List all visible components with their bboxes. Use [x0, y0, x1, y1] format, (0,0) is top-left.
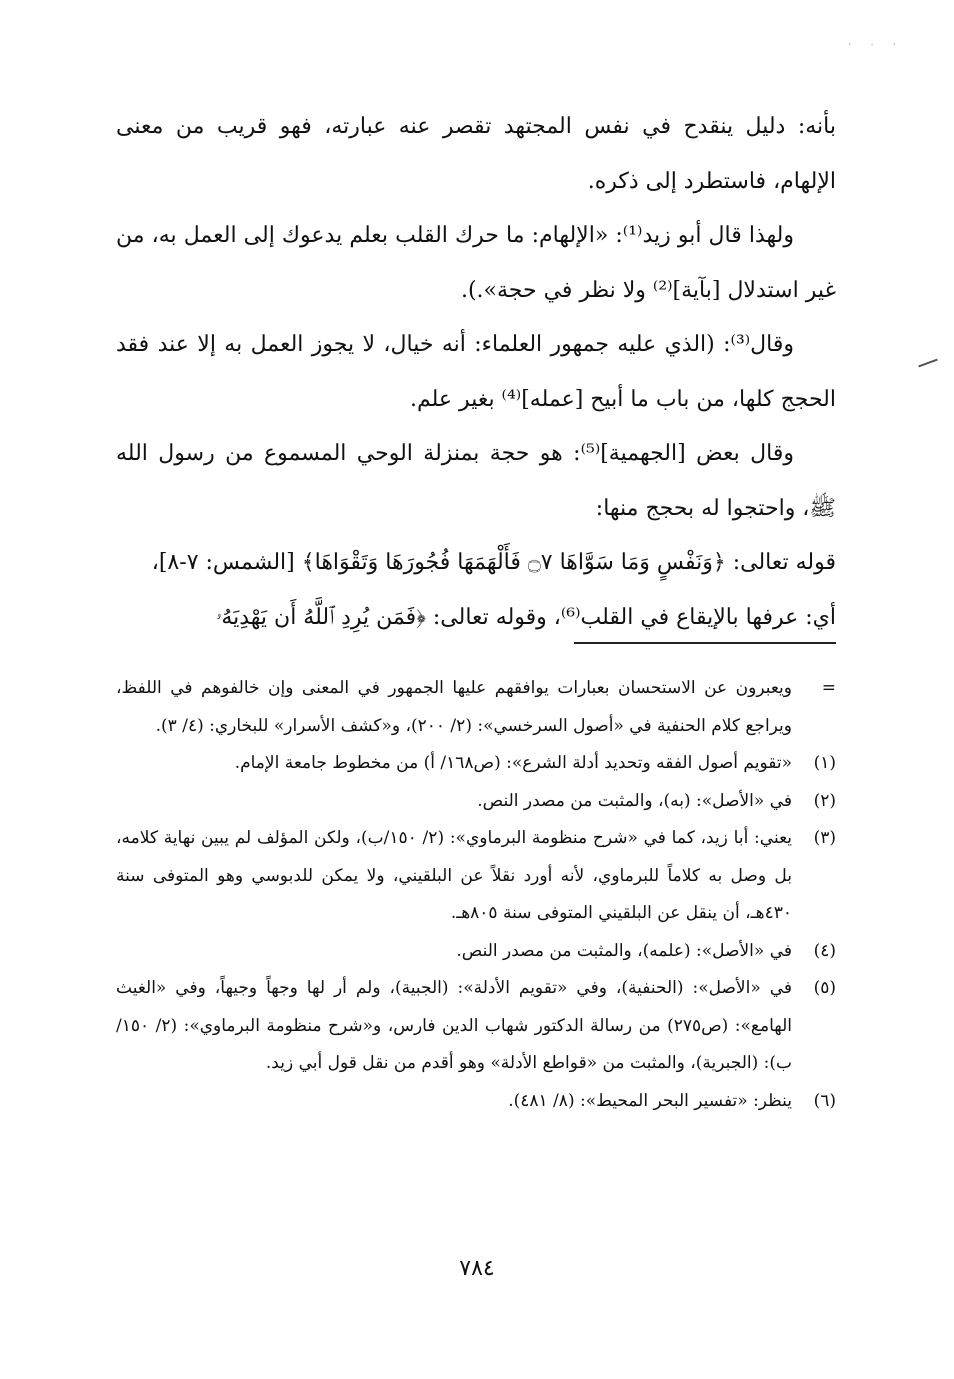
verse-intro: قوله تعالى:: [725, 550, 836, 575]
quran-verse: ﴿وَنَفْسٍ وَمَا سَوَّاهَا ۝٧ فَأَلْهَمَهَا فُجُورَهَا وَتَقْوَاهَا﴾: [301, 550, 726, 575]
footnote-text: ينظر: «تفسير البحر المحيط»: (٨/ ٤٨١).: [508, 1090, 792, 1111]
footnote-number: (١): [813, 753, 836, 773]
verse-paragraph: [116, 536, 836, 591]
footnote-divider: [574, 642, 836, 644]
paragraph: وقال بعض [الجهمية]⁽⁵⁾: هو حجة بمنزلة الوحي المسموع من رسول الله ﷺ، واحتجوا له بحجج منها:: [116, 441, 836, 521]
footnote-text: في «الأصل»: (الحنفية)، وفي «تقويم الأدلة»: (الجبية)، ولم أر لها وجهاً وجيهاً، وفي «الغيث الهامع»: (ص٢٧٥) من رسالة الدكتور شهاب الدين فارس، و«شرح منظومة البرماوي»: (٢/ ١٥٠/ب): (الجبرية)، والمثبت من «قواطع الأدلة» وهو أقدم من نقل قول أبي زيد.: [116, 978, 792, 1073]
footnote: [116, 933, 836, 971]
footnote: [116, 820, 836, 933]
margin-pen-mark: [918, 359, 937, 368]
footnote-text: في «الأصل»: (به)، والمثبت من مصدر النص.: [477, 790, 792, 811]
footnote-number: =: [821, 678, 836, 698]
footnote: [116, 1083, 836, 1121]
footnote-number: (٥): [813, 978, 836, 998]
footnote-number: (٤): [813, 940, 836, 961]
scan-specks: · · ·: [848, 40, 904, 51]
paragraph: وقال⁽³⁾: (الذي عليه جمهور العلماء: أنه خيال، لا يجوز العمل به إلا عند فقد الحجج كلها، من باب ما أبيح [عمله]⁽⁴⁾ بغير علم.: [116, 332, 836, 412]
closing-paragraph: [116, 591, 836, 646]
page-number: ٧٨٤: [459, 1256, 495, 1281]
quran-verse-continued: ﴿فَمَن يُرِدِ ٱللَّهُ أَن يَهْدِيَهُۥ: [215, 604, 426, 630]
paragraph: ولهذا قال أبو زيد⁽¹⁾: «الإلهام: ما حرك القلب بعلم يدعوك إلى العمل به، من غير استدلال [بآية]⁽²⁾ ولا نظر في حجة».).: [116, 223, 836, 303]
footnote-text: يعني: أبا زيد، كما في «شرح منظومة البرماوي»: (٢/ ١٥٠/ب)، ولكن المؤلف لم يبين نهاية كلامه، بل وصل به كلاماً للبرماوي، لأنه أورد نقلاً عن البلقيني، ولا يمكن للدبوسي وهو المتوفى سنة ٤٣٠هـ، أن ينقل عن البلقيني المتوفى سنة ٨٠٥هـ.: [116, 828, 793, 923]
footnotes: [116, 670, 836, 1120]
footnote-number: (٣): [813, 828, 836, 848]
closing-intro: أي: عرفها بالإيقاع في القلب⁽⁶⁾، وقوله تعالى:: [425, 604, 836, 630]
footnote: [116, 745, 836, 783]
main-text: [116, 100, 836, 645]
paragraph: بأنه: دليل ينقدح في نفس المجتهد تقصر عنه عبارته، فهو قريب من معنى الإلهام، فاستطرد إلى ذكره.: [116, 114, 836, 194]
footnote-text: ويعبرون عن الاستحسان بعبارات يوافقهم عليها الجمهور في المعنى وإن خالفوهم في اللفظ، ويراجع كلام الحنفية في «أصول السرخسي»: (٢/ ٢٠٠)، و«كشف الأسرار» للبخاري: (٤/ ٣).: [116, 678, 792, 736]
footnote-text: «تقويم أصول الفقه وتحديد أدلة الشرع»: (ص١٦٨/ أ) من مخطوط جامعة الإمام.: [234, 753, 792, 773]
footnote: [116, 970, 836, 1083]
footnote-number: (٢): [813, 790, 836, 811]
verse-reference: [الشمس: ٧-٨]،: [151, 550, 302, 575]
footnote: [116, 670, 836, 745]
footnote: [116, 783, 836, 821]
footnote-text: في «الأصل»: (علمه)، والمثبت من مصدر النص.: [456, 940, 792, 961]
footnote-number: (٦): [813, 1090, 836, 1111]
